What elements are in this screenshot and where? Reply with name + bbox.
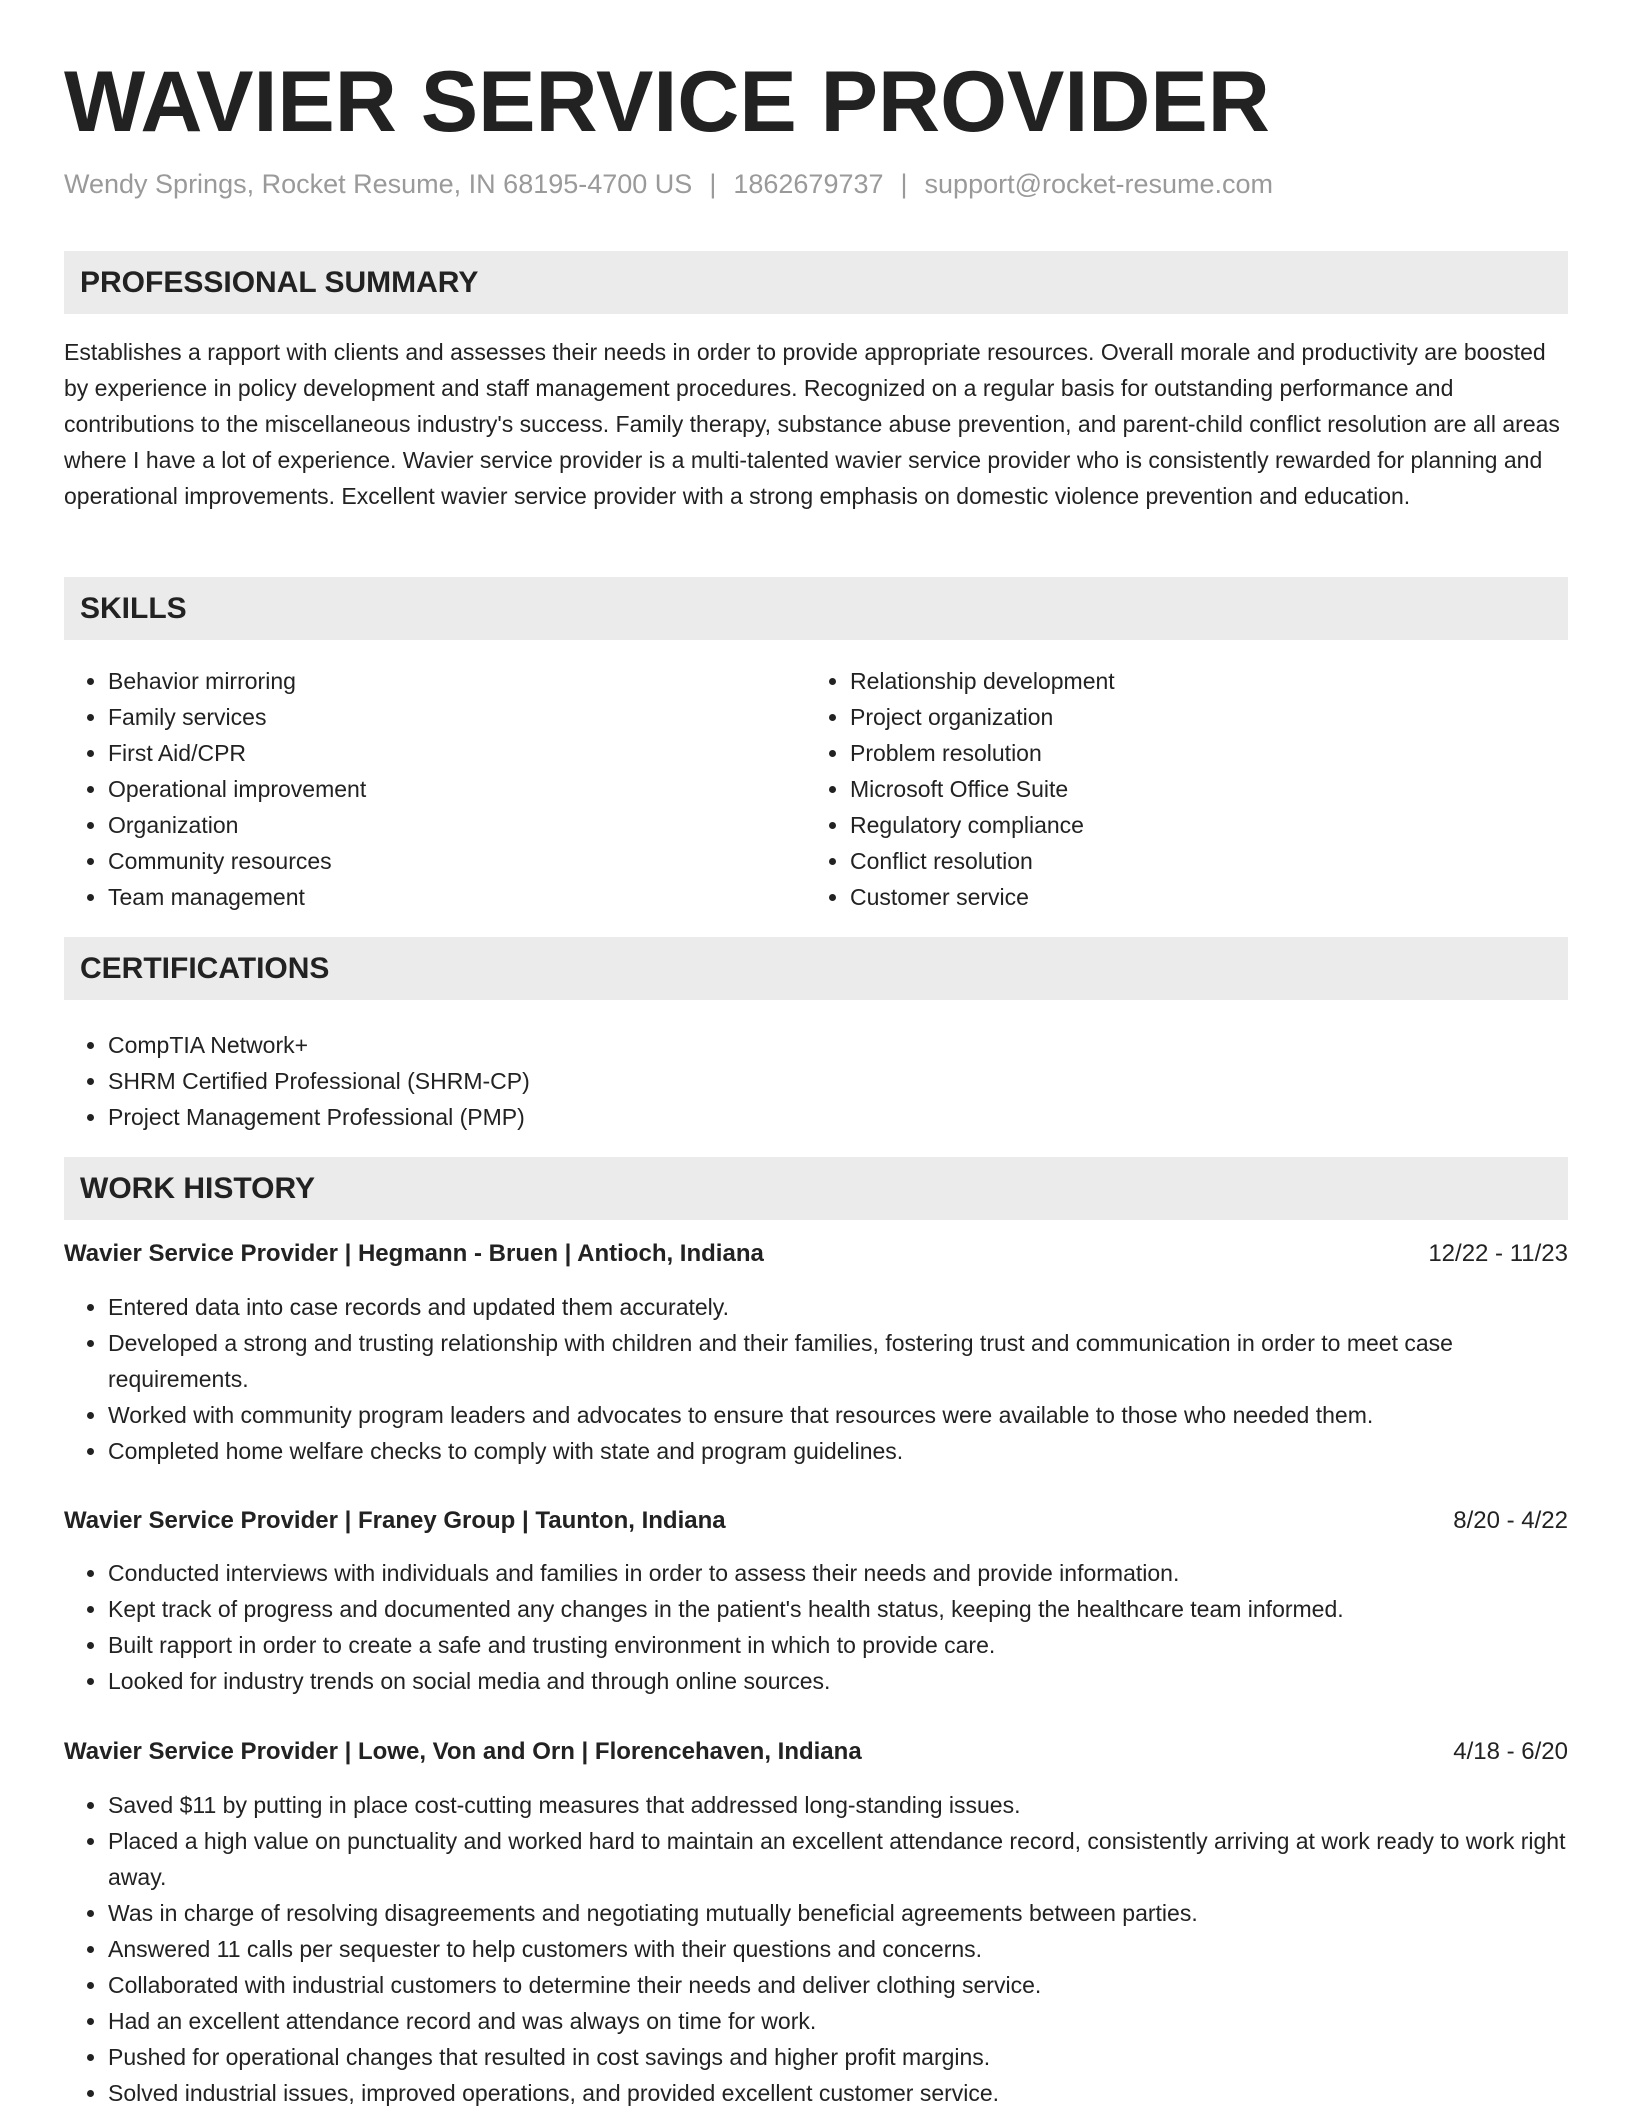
job-bullet: • Collaborated with industrial customers to determine their needs and deliver clothing service.: [108, 1967, 1568, 2003]
skill-item: • Conflict resolution: [850, 843, 1506, 879]
skills-list-right: [806, 663, 1506, 915]
job-bullet: • Worked with community program leaders and advocates to ensure that resources were available to those who needed them.: [108, 1397, 1568, 1433]
skill-item: • Operational improvement: [108, 771, 764, 807]
job-bullet: • Developed a strong and trusting relationship with children and their families, fostering trust and communication in order to meet case requirements.: [108, 1325, 1568, 1397]
skill-item: • Community resources: [108, 843, 764, 879]
skill-item: • Behavior mirroring: [108, 663, 764, 699]
skills-column-left: [64, 663, 764, 915]
skill-item: • Relationship development: [850, 663, 1506, 699]
job-bullet-list: [64, 1289, 1568, 1469]
job-bullet: • Kept track of progress and documented any changes in the patient's health status, keeping the healthcare team informed.: [108, 1591, 1568, 1627]
certifications-section: [64, 1027, 1568, 1135]
job-bullets: [64, 1555, 1568, 1699]
skill-item: • Organization: [108, 807, 764, 843]
job-bullet: • Conducted interviews with individuals and families in order to assess their needs and provide information.: [108, 1555, 1568, 1591]
work-history-heading: WORK HISTORY: [64, 1157, 1568, 1220]
job-bullet: • Saved $11 by putting in place cost-cutting measures that addressed long-standing issues.: [108, 1787, 1568, 1823]
certifications-list: [64, 1027, 1568, 1135]
job-bullets: [64, 1289, 1568, 1469]
contact-address: Wendy Springs, Rocket Resume, IN 68195-4700 US: [64, 169, 693, 199]
certification-item: • Project Management Professional (PMP): [108, 1099, 1568, 1135]
job-heading: [64, 1236, 1568, 1272]
skill-item: • Family services: [108, 699, 764, 735]
job-bullet: • Built rapport in order to create a safe and trusting environment in which to provide care.: [108, 1627, 1568, 1663]
skill-item: • Customer service: [850, 879, 1506, 915]
skills-heading: SKILLS: [64, 577, 1568, 640]
certification-item: • CompTIA Network+: [108, 1027, 1568, 1063]
job-title-line: Wavier Service Provider | Lowe, Von and Orn | Florencehaven, Indiana: [64, 1738, 862, 1765]
contact-separator: |: [900, 169, 908, 199]
job-bullet: • Placed a high value on punctuality and worked hard to maintain an excellent attendance record, consistently arriving at work ready to work right away.: [108, 1823, 1568, 1895]
job-bullet: • Solved industrial issues, improved operations, and provided excellent customer service.: [108, 2075, 1568, 2111]
job-bullet: • Was in charge of resolving disagreements and negotiating mutually beneficial agreements between parties.: [108, 1895, 1568, 1931]
certifications-heading: CERTIFICATIONS: [64, 937, 1568, 1000]
skills-list-left: [64, 663, 764, 915]
skill-item: • Project organization: [850, 699, 1506, 735]
resume-name: WAVIER SERVICE PROVIDER: [64, 54, 1270, 150]
job-bullets: [64, 1787, 1568, 2111]
job-heading: [64, 1503, 1568, 1539]
summary-text: Establishes a rapport with clients and assesses their needs in order to provide appropriate resources. Overall morale and productivity are boosted by experience in policy development and staff management procedures. Recognized on a regular basis for outstanding performance and contributions to the miscellaneous industry's success. Family therapy, substance abuse prevention, and parent-child conflict resolution are all areas where I have a lot of experience. Wavier service provider is a multi-talented wavier service provider who is consistently rewarded for planning and operational improvements. Excellent wavier service provider with a strong emphasis on domestic violence prevention and education.: [64, 339, 1560, 509]
job-bullet: • Had an excellent attendance record and was always on time for work.: [108, 2003, 1568, 2039]
contact-separator: |: [709, 169, 717, 199]
skill-item: • Team management: [108, 879, 764, 915]
job-dates: 12/22 - 11/23: [1428, 1240, 1568, 1267]
job-title-line: Wavier Service Provider | Hegmann - Bruen | Antioch, Indiana: [64, 1240, 764, 1267]
job-bullet: • Completed home welfare checks to comply with state and program guidelines.: [108, 1433, 1568, 1469]
summary-heading: PROFESSIONAL SUMMARY: [64, 251, 1568, 314]
job-title-line: Wavier Service Provider | Franey Group | Taunton, Indiana: [64, 1507, 726, 1534]
skill-item: • Regulatory compliance: [850, 807, 1506, 843]
job-dates: 8/20 - 4/22: [1453, 1507, 1568, 1534]
job-dates: 4/18 - 6/20: [1453, 1738, 1568, 1765]
job-bullet-list: [64, 1555, 1568, 1699]
job-heading: [64, 1734, 1568, 1770]
certification-item: • SHRM Certified Professional (SHRM-CP): [108, 1063, 1568, 1099]
job-bullet: • Entered data into case records and updated them accurately.: [108, 1289, 1568, 1325]
contact-line: [64, 166, 1273, 202]
contact-phone: 1862679737: [733, 169, 884, 199]
skills-column-right: [806, 663, 1506, 915]
contact-email: support@rocket-resume.com: [924, 169, 1274, 199]
job-bullet: • Looked for industry trends on social media and through online sources.: [108, 1663, 1568, 1699]
job-bullet: • Answered 11 calls per sequester to help customers with their questions and concerns.: [108, 1931, 1568, 1967]
job-bullet: • Pushed for operational changes that resulted in cost savings and higher profit margins.: [108, 2039, 1568, 2075]
skill-item: • Problem resolution: [850, 735, 1506, 771]
skill-item: • Microsoft Office Suite: [850, 771, 1506, 807]
job-bullet-list: [64, 1787, 1568, 2111]
skill-item: • First Aid/CPR: [108, 735, 764, 771]
